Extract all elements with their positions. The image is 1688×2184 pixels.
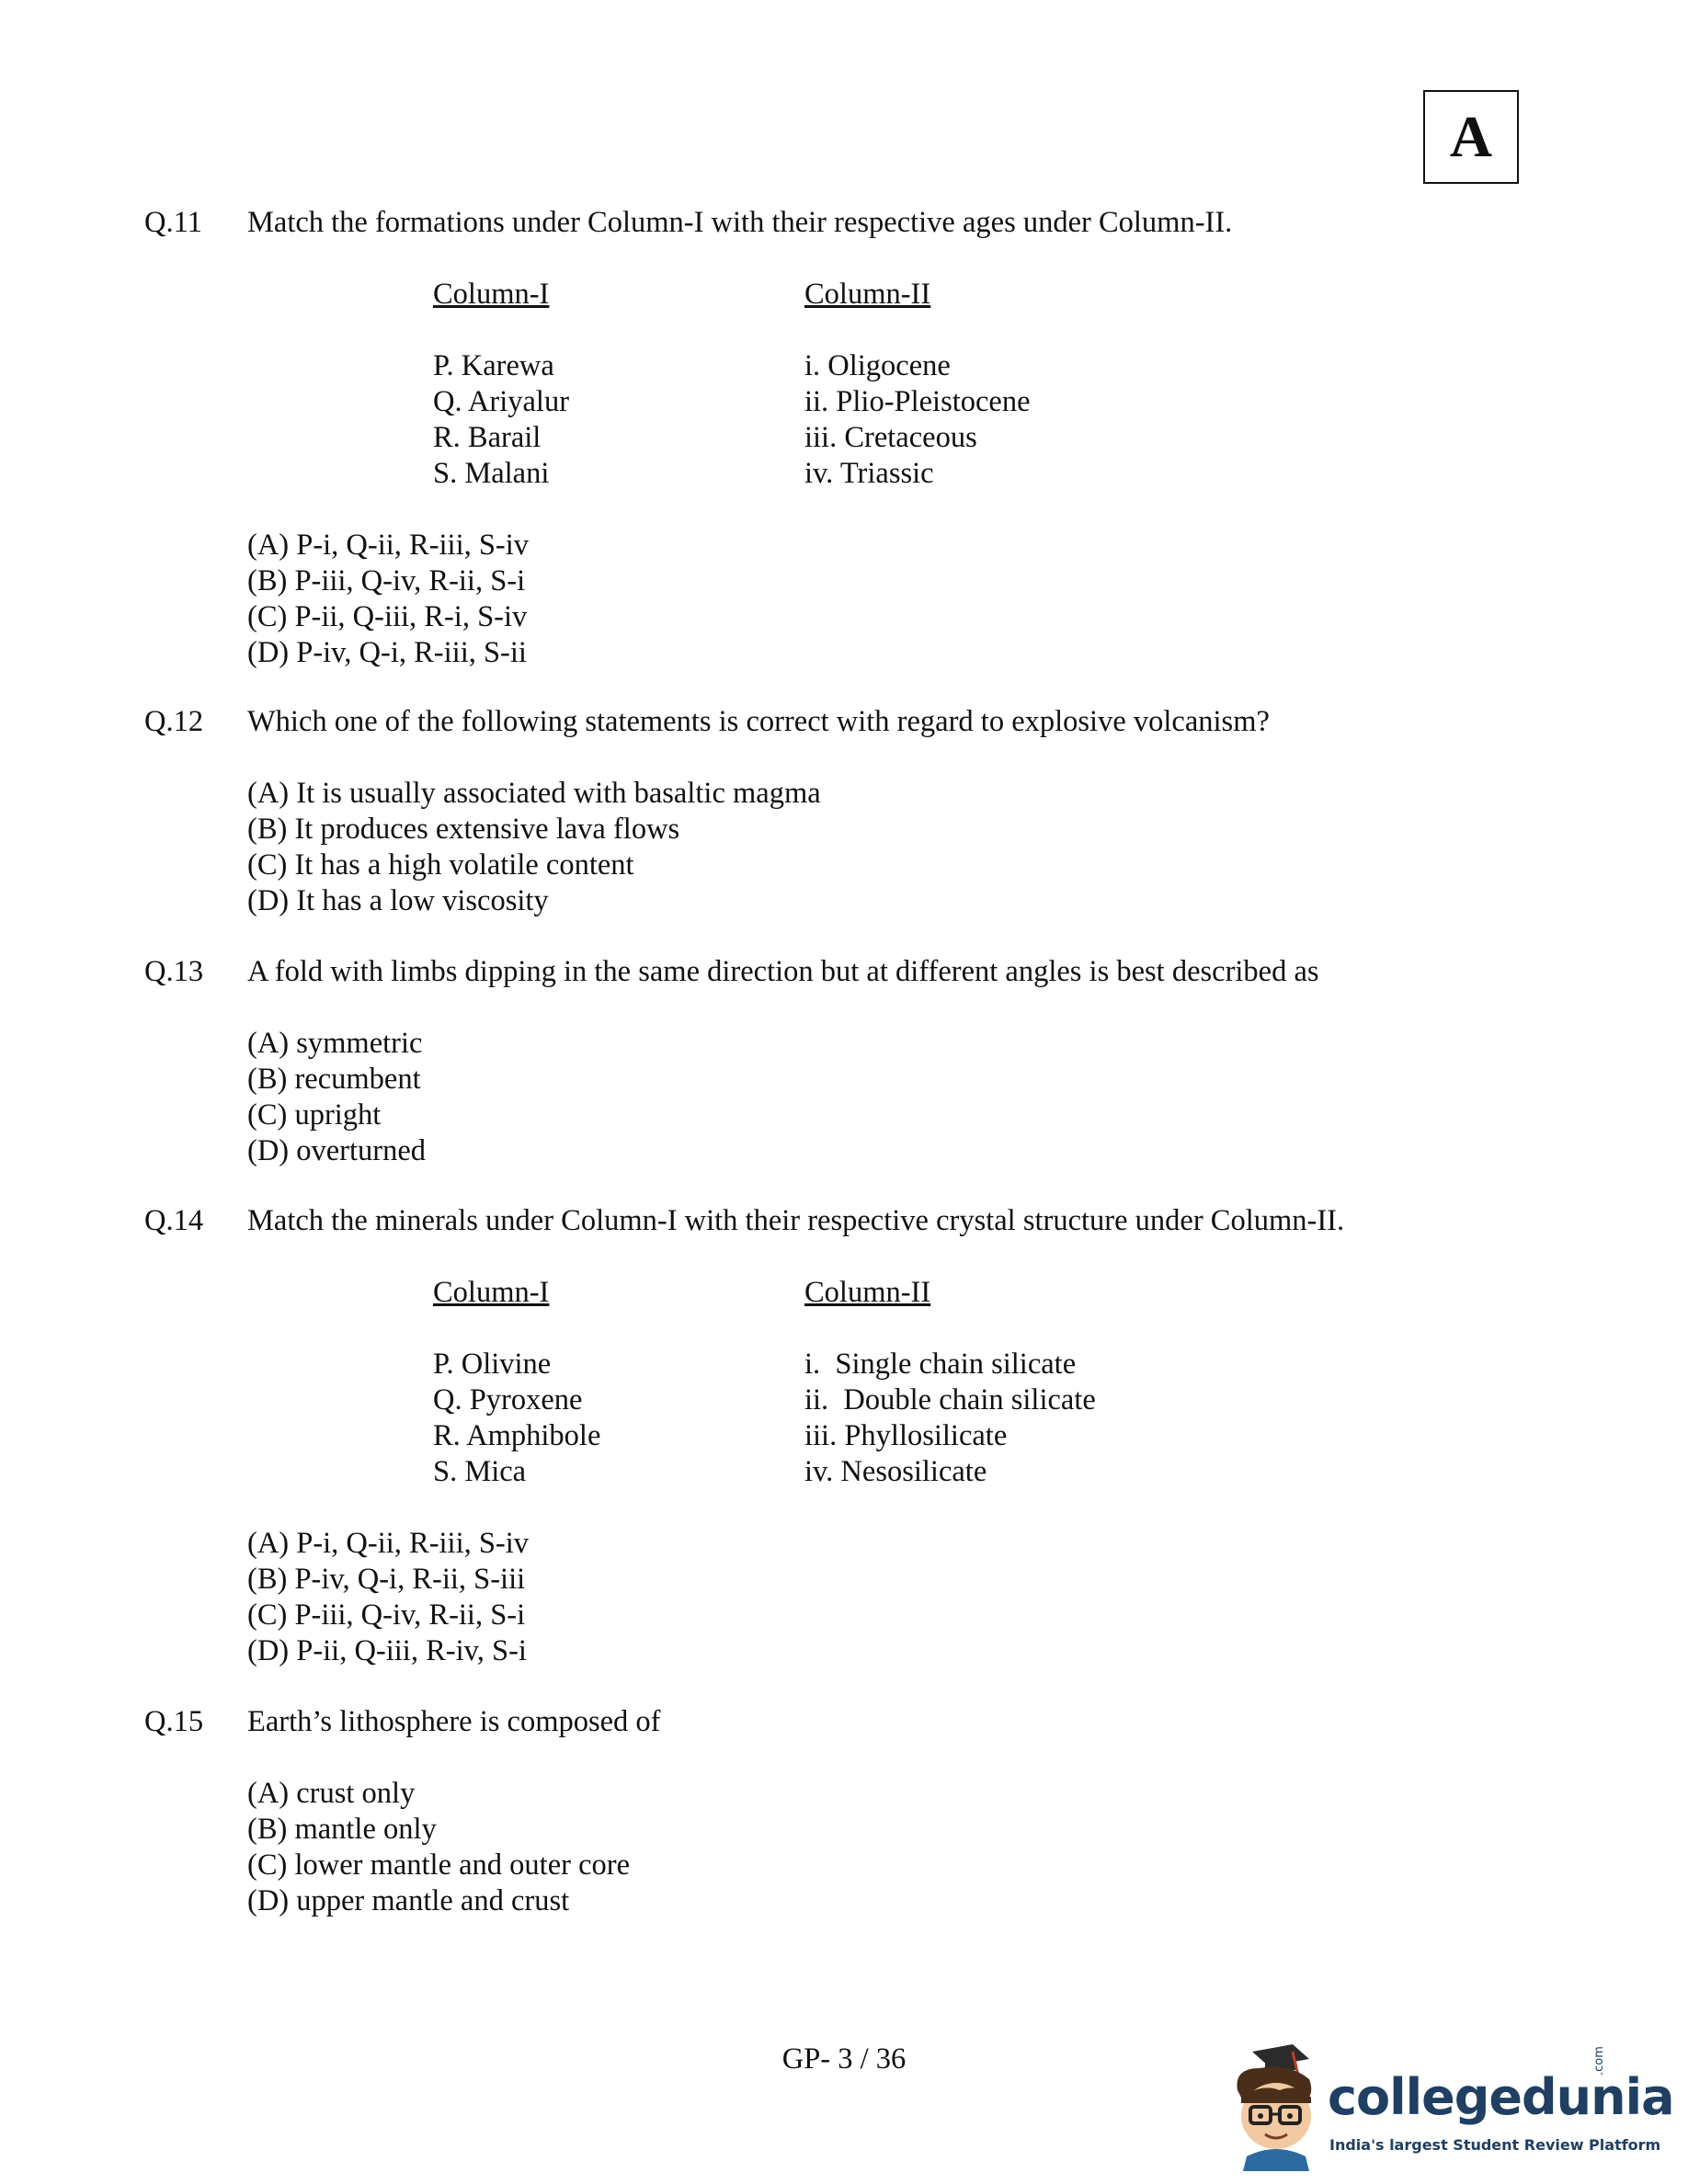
option-a: (A) crust only (247, 1777, 416, 1810)
column-2-heading: Column-II (804, 278, 931, 311)
options-list (247, 776, 821, 919)
column-1-item: R. Barail (433, 421, 542, 454)
option-a: (A) symmetric (247, 1027, 423, 1060)
option-b: (B) recumbent (247, 1063, 421, 1096)
column-1 (433, 1275, 801, 1488)
column-1-item: S. Malani (433, 457, 550, 490)
options-list (247, 1526, 529, 1669)
option-a: (A) It is usually associated with basaltic magma (247, 777, 821, 810)
column-2-item: i. Oligocene (804, 349, 951, 382)
column-2-item: iv. Triassic (804, 457, 934, 490)
option-b: (B) mantle only (247, 1813, 437, 1846)
option-b: (B) P-iv, Q-i, R-ii, S-iii (247, 1563, 526, 1596)
column-1-item: S. Mica (433, 1455, 527, 1488)
logo-tagline: India's largest Student Review Platform (1329, 2136, 1661, 2154)
option-b: (B) It produces extensive lava flows (247, 813, 680, 846)
mascot-icon (1225, 2042, 1328, 2171)
column-2-item: iv. Nesosilicate (804, 1455, 987, 1488)
option-c: (C) P-ii, Q-iii, R-i, S-iv (247, 600, 528, 633)
option-d: (D) upper mantle and crust (247, 1884, 570, 1917)
option-a: (A) P-i, Q-ii, R-iii, S-iv (247, 1527, 530, 1560)
option-c: (C) lower mantle and outer core (247, 1848, 631, 1882)
column-2 (804, 1275, 1264, 1488)
options-list (247, 1026, 426, 1169)
option-c: (C) upright (247, 1098, 382, 1132)
column-2-heading: Column-II (804, 1276, 931, 1309)
options-list (247, 528, 529, 671)
column-1-heading: Column-I (433, 278, 550, 311)
question-text: Earth’s lithosphere is composed of (247, 1705, 661, 1738)
option-d: (D) It has a low viscosity (247, 884, 549, 917)
question-number: Q.11 (144, 206, 202, 239)
question-number: Q.15 (144, 1705, 204, 1738)
question-number: Q.13 (144, 955, 204, 988)
column-2-item: i. Single chain silicate (804, 1348, 1077, 1381)
column-1-item: Q. Ariyalur (433, 385, 570, 418)
question-text: A fold with limbs dipping in the same direction but at different angles is best described as (247, 955, 1319, 988)
question-text: Which one of the following statements is correct with regard to explosive volcanism? (247, 705, 1270, 738)
column-2-item: iii. Cretaceous (804, 421, 977, 454)
collegedunia-logo (1225, 2042, 1674, 2171)
column-1-item: Q. Pyroxene (433, 1383, 583, 1416)
option-d: (D) P-ii, Q-iii, R-iv, S-i (247, 1634, 527, 1667)
options-list (247, 1776, 630, 1919)
option-c: (C) It has a high volatile content (247, 848, 634, 882)
logo-wordmark: collegedunia (1328, 2068, 1674, 2126)
set-label-box (1423, 90, 1519, 184)
option-b: (B) P-iii, Q-iv, R-ii, S-i (247, 564, 526, 597)
question-number: Q.12 (144, 705, 204, 738)
option-c: (C) P-iii, Q-iv, R-ii, S-i (247, 1598, 526, 1632)
column-1 (433, 277, 801, 490)
column-2 (804, 277, 1264, 490)
logo-domain-suffix: .com (1592, 2046, 1606, 2076)
column-2-item: ii. Double chain silicate (804, 1383, 1096, 1416)
question-text: Match the formations under Column-I with their respective ages under Column-II. (247, 206, 1233, 239)
column-1-item: R. Amphibole (433, 1419, 601, 1452)
column-2-item: iii. Phyllosilicate (804, 1419, 1008, 1452)
question-text: Match the minerals under Column-I with their respective crystal structure under Column-II. (247, 1204, 1345, 1237)
question-number: Q.14 (144, 1204, 204, 1237)
set-label: A (1449, 104, 1493, 169)
column-1-item: P. Olivine (433, 1348, 552, 1381)
page-number: GP- 3 / 36 (781, 2042, 907, 2076)
column-1-heading: Column-I (433, 1276, 550, 1309)
option-d: (D) overturned (247, 1134, 427, 1167)
option-a: (A) P-i, Q-ii, R-iii, S-iv (247, 529, 530, 562)
column-2-item: ii. Plio-Pleistocene (804, 385, 1031, 418)
option-d: (D) P-iv, Q-i, R-iii, S-ii (247, 636, 527, 669)
column-1-item: P. Karewa (433, 349, 554, 382)
